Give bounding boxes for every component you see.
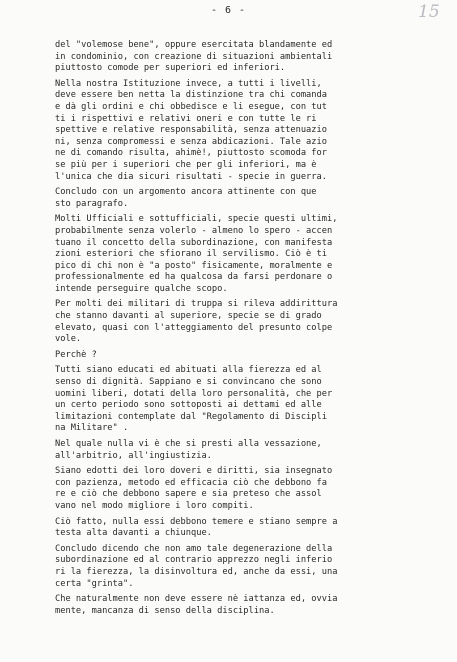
text-line: limitazioni contemplate dal "Regolamento di Discipli [55,411,327,422]
text-line: zioni esteriori che sfiorano il servilismo. Ciò è ti [55,249,327,260]
paragraph [55,187,447,210]
text-line: tuano il concetto della subordinazione, con manifesta [55,237,333,248]
text-line: e dà gli ordini e chi obbedisce e li esegue, con tut [55,101,327,112]
text-line: Nel quale nulla vi è che si presti alla vessazione, [55,439,322,449]
paragraph [55,439,447,462]
paragraph [55,40,447,75]
text-line: professionalmente ed ha qualcosa da farsi perdonare o [55,272,333,283]
text-line: Tutti siano educati ed abituati alla fierezza ed al [55,365,322,376]
text-line: ti i rispettivi e relativi oneri e con tutte le ri [55,113,317,124]
text-line: na Militare" . [55,423,129,434]
page-number: - 6 - [210,5,247,16]
text-line: ni, senza compromessi e senza abdicazioni. Tale azio [55,136,327,147]
text-line: Ciò fatto, nulla essi debbono temere e stiano sempre a [55,516,338,527]
paragraph [55,544,447,590]
text-line: Nella nostra Istituzione invece, a tutti i livelli, [55,78,322,89]
text-line: vano nel modo migliore i loro compiti. [55,500,254,511]
text-line: intende perseguire qualche scopo. [55,283,228,294]
text-line: Concludo dicendo che non amo tale degenerazione della [55,543,333,554]
text-line: l'unica che dia sicuri risultati - specie in guerra. [55,171,327,182]
text-line: se più per i superiori che per gli inferiori, ma è [55,159,317,170]
text-line: uomini liberi, dotati della loro personalità, che per [55,388,333,399]
text-line: in condominio, con creazione di situazioni ambientali [55,51,333,62]
paragraph [55,350,447,362]
text-line: ne di comando risulta, ahimè!, piuttosto scomoda for [55,148,327,159]
paragraph [55,517,447,540]
text-line: pico di chi non è "a posto" fisicamente, moralmente e [55,260,333,271]
text-line: subordinazione ed al contrario apprezzo negli inferio [55,555,333,566]
text-line: vole. [55,334,82,345]
text-line: spettive e relative responsabilità, senza attenuazio [55,125,327,136]
text-line: con pazienza, metodo ed efficacia ciò che debbono fa [55,477,327,488]
paragraph [55,79,447,183]
text-line: mente, mancanza di senso della disciplina. [55,605,275,616]
text-line: elevato, quasi con l'atteggiamento del presunto colpe [55,322,333,333]
paragraph [55,466,447,512]
typewritten-body [55,40,447,621]
text-line: deve essere ben netta la distinzione tra chi comanda [55,90,327,101]
text-line: probabilmente senza volerlo - almeno lo spero - accen [55,225,333,236]
paragraph [55,299,447,345]
text-line: Concludo con un argomento ancora attinente con que [55,187,317,198]
text-line: certa "grinta". [55,578,134,589]
paragraph [55,594,447,617]
text-line: sto paragrafo. [55,198,129,209]
handwritten-page-number: 15 [418,2,440,22]
text-line: Per molti dei militari di truppa si rileva addirittura [55,299,338,310]
text-line: che stanno davanti al superiore, specie se di grado [55,311,322,322]
text-line: all'arbitrio, all'ingiustizia. [55,450,212,461]
text-line: re e ciò che debbono sapere e sia preteso che assol [55,489,322,500]
text-line: Molti Ufficiali e sottufficiali, specie questi ultimi, [55,214,338,225]
text-line: Che naturalmente non deve essere nè iattanza ed, ovvia [55,594,338,605]
text-line: del "volemose bene", oppure esercitata blandamente ed [55,40,333,50]
paragraph [55,365,447,435]
text-line: Siano edotti dei loro doveri e diritti, sia insegnato [55,466,333,477]
text-line: senso di dignità. Sappiano e si convincano che sono [55,377,322,388]
paragraph [55,214,447,295]
text-line: Perchè ? [55,349,97,360]
text-line: un certo periodo sono sottoposti ai dettami ed alle [55,400,322,411]
text-line: testa alta davanti a chiunque. [55,528,212,539]
text-line: ri la fierezza, la disinvoltura ed, anche da essi, una [55,566,338,577]
text-line: piuttosto comode per superiori ed inferiori. [55,63,286,74]
